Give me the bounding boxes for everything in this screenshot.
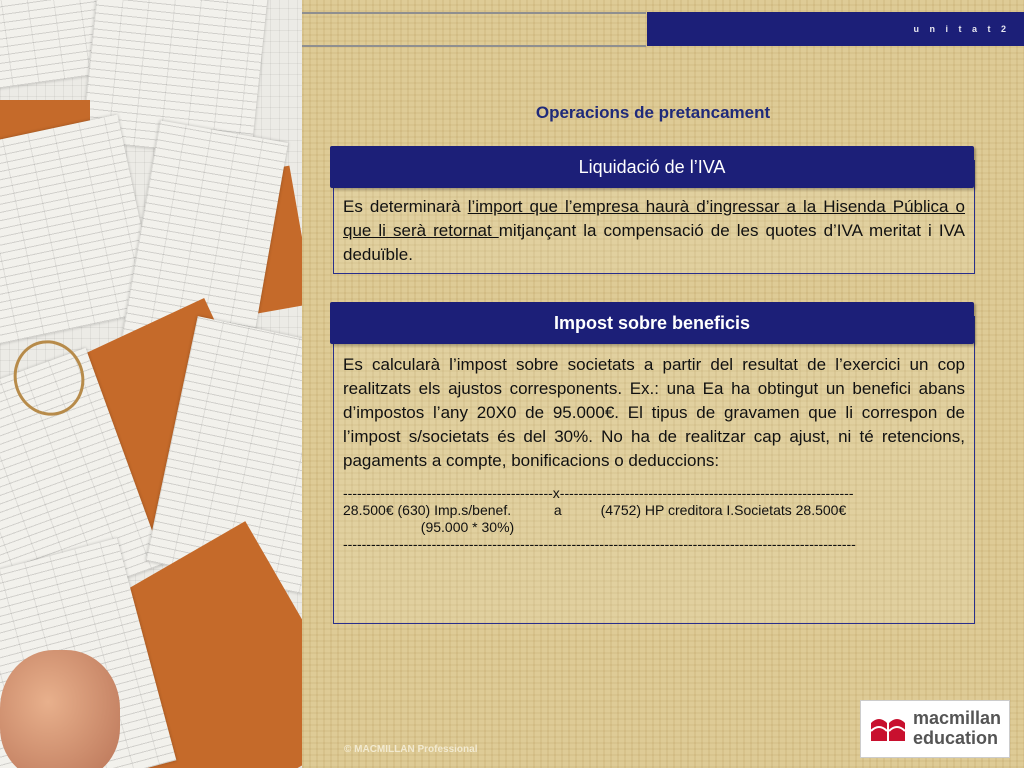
journal-entry-calc: (95.000 * 30%): [343, 519, 515, 535]
section-iva-text-start: Es determinarà: [343, 197, 468, 216]
header-rule: [302, 45, 646, 47]
section-iva-text-underlined: l’import que l’empresa haurà d’ingressar a la Hisenda Pública o que li serà retornat: [343, 197, 966, 240]
section-beneficis-heading: Impost sobre beneficis: [330, 302, 974, 344]
decorative-photo: [0, 0, 302, 768]
macmillan-m-icon: [869, 711, 907, 747]
hand: [0, 650, 120, 768]
page-title: Operacions de pretancament: [535, 103, 771, 122]
section-iva-text-end: mitjançant la compensació de les quotes d’IVA meritat i IVA deduïble.: [343, 221, 965, 264]
section-iva-heading: Liquidació de l’IVA: [330, 146, 974, 188]
journal-separator-bottom: --------------------------------------------------------------------------------------------------------------: [343, 536, 856, 552]
copyright-footer: © MACMILLAN Professional: [344, 744, 478, 755]
logo-text-line2: education: [913, 728, 999, 748]
section-beneficis-box: [333, 316, 975, 624]
journal-entry-line: 28.500€ (630) Imp.s/benef. a (4752) HP creditora I.Societats 28.500€: [343, 502, 847, 518]
unit-banner: [647, 12, 1024, 46]
unit-label: u n i t a t 2: [913, 24, 1010, 34]
macmillan-logo: [860, 700, 1010, 758]
header-rule: [302, 12, 646, 14]
logo-text: [913, 708, 1001, 748]
section-beneficis-text: Es calcularà l’impost sobre societats a partir del resultat de l’exercici un cop realitzats els ajustos corresponents. Ex.: una Ea ha obtingut un benefici abans d’impostos l’any 20X0 de 95.000€. El tipus de gravamen que li correspon de l’impost s/societats és del 30%. No ha de realitzar cap ajust, ni té retencions, pagaments a compte, bonificacions o deduccions:: [343, 355, 965, 470]
journal-separator-top: ---------------------------------------------x---------------------------------------------------------------: [343, 485, 854, 501]
logo-text-line1: macmillan: [913, 708, 1002, 728]
